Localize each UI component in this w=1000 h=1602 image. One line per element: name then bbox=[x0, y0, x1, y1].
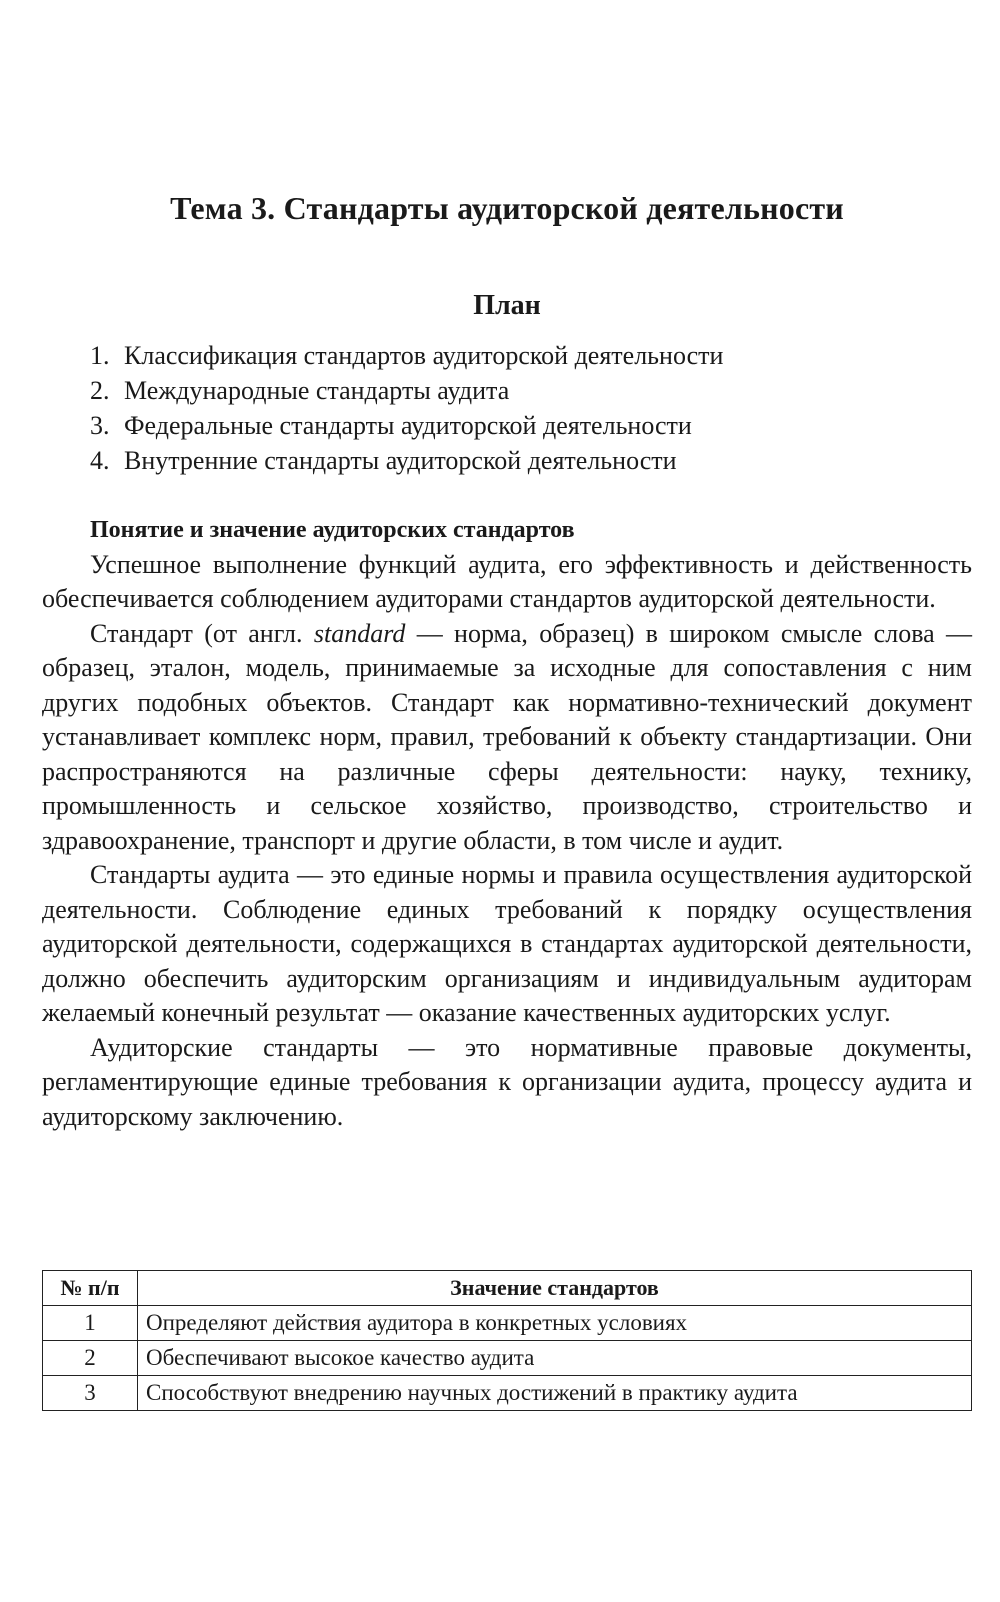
paragraph-2-italic-term: standard bbox=[313, 618, 406, 648]
plan-item-text: Федеральные стандарты аудиторской деятельности bbox=[124, 411, 692, 440]
paragraph-4: Аудиторские стандарты — это нормативные правовые документы, регламентирующие единые требования к организации аудита, процессу аудита и аудиторскому заключению. bbox=[42, 1032, 972, 1131]
plan-item bbox=[90, 373, 723, 408]
plan-item bbox=[90, 443, 723, 478]
table-header-row bbox=[43, 1271, 972, 1306]
plan-item-number: 3. bbox=[90, 411, 110, 440]
plan-item-text: Внутренние стандарты аудиторской деятельности bbox=[124, 446, 677, 475]
standards-table bbox=[42, 1270, 972, 1411]
table-row bbox=[43, 1306, 972, 1341]
plan-item-number: 4. bbox=[90, 446, 110, 475]
plan-item-text: Классификация стандартов аудиторской деятельности bbox=[124, 341, 724, 370]
table-cell-number: 1 bbox=[43, 1306, 138, 1341]
paragraph-3: Стандарты аудита — это единые нормы и правила осуществления аудиторской деятельности. Соблюдение единых требований к порядку осуществления аудиторской деятельности, содержащихся в стандартах аудиторской деятельности, должно обеспечить аудиторским организациям и индивидуальным аудиторам желаемый конечный результат — оказание качественных аудиторских услуг. bbox=[42, 860, 972, 1027]
plan-item-text: Международные стандарты аудита bbox=[124, 376, 510, 405]
plan-item bbox=[90, 408, 723, 443]
paragraph-1: Успешное выполнение функций аудита, его эффективность и действенность обеспечивается соблюдением аудиторами стандартов аудиторской деятельности. bbox=[42, 549, 972, 613]
plan-item-number: 1. bbox=[90, 341, 110, 370]
table-row bbox=[43, 1341, 972, 1376]
table-cell-number: 2 bbox=[43, 1341, 138, 1376]
page-title: Тема 3. Стандарты аудиторской деятельности bbox=[170, 190, 844, 226]
section-heading: Понятие и значение аудиторских стандартов bbox=[90, 517, 575, 543]
section-body bbox=[42, 513, 972, 1134]
table-cell-number: 3 bbox=[43, 1376, 138, 1411]
plan-list bbox=[90, 338, 723, 478]
paragraph-2-rest: — норма, образец) в широком смысле слова — образец, эталон, модель, принимаемые за исходные для сопоставления с ним других подобных объектов. Стандарт как нормативно-технический документ устанавливает комплекс норм, правил, требований к объекту стандартизации. Они распространяются на различные сферы деятельности: науку, технику, промышленность и сельское хозяйство, производство, строительство и здравоохранение, транспорт и другие области, в том числе и аудит. bbox=[42, 618, 972, 855]
table-cell-text: Способствуют внедрению научных достижений в практику аудита bbox=[138, 1376, 972, 1411]
paragraph-2 bbox=[42, 617, 972, 859]
plan-item-number: 2. bbox=[90, 376, 110, 405]
table-cell-text: Обеспечивают высокое качество аудита bbox=[138, 1341, 972, 1376]
table-header-number: № п/п bbox=[43, 1271, 138, 1306]
table-header-meaning: Значение стандартов bbox=[138, 1271, 972, 1306]
table-cell-text: Определяют действия аудитора в конкретных условиях bbox=[138, 1306, 972, 1341]
plan-item bbox=[90, 338, 723, 373]
plan-heading: План bbox=[473, 290, 541, 321]
table-row bbox=[43, 1376, 972, 1411]
paragraph-2-start: Стандарт (от англ. bbox=[90, 618, 314, 648]
